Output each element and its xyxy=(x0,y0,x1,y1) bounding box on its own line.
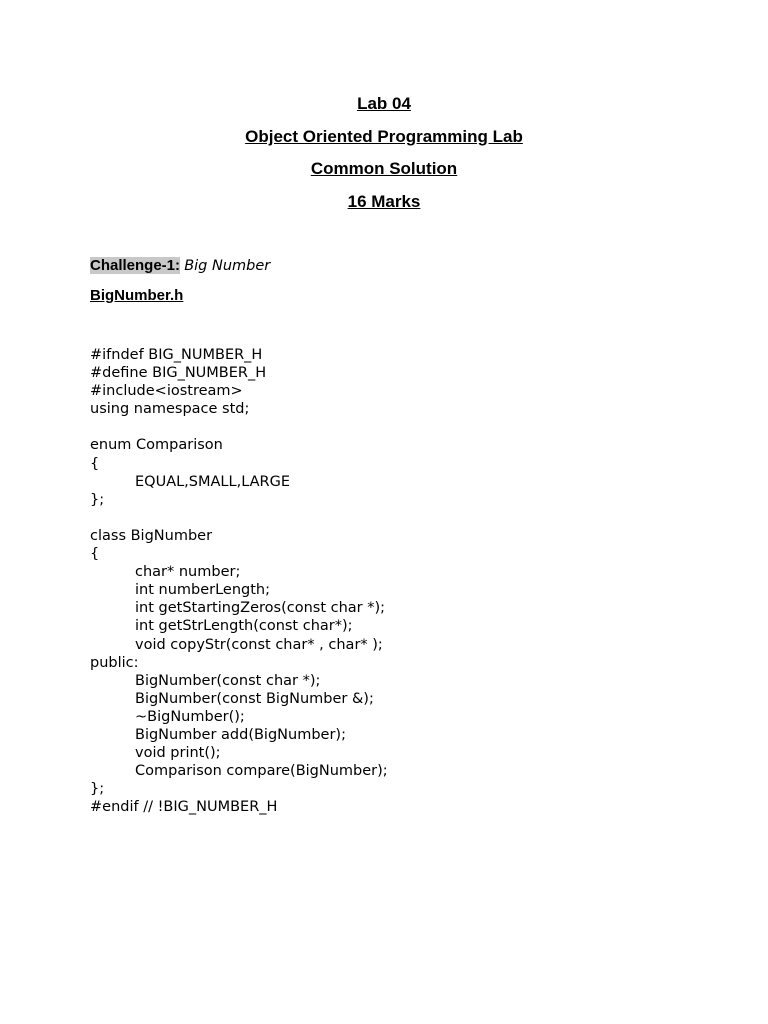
marks-heading: 16 Marks xyxy=(347,192,421,212)
code-line: BigNumber(const BigNumber &); xyxy=(135,690,374,707)
code-line: #endif // !BIG_NUMBER_H xyxy=(90,799,278,816)
code-line: int getStrLength(const char*); xyxy=(135,618,353,635)
challenge-label: Challenge-1: xyxy=(90,257,181,274)
code-line: #include<iostream> xyxy=(90,383,243,400)
code-listing xyxy=(90,346,388,816)
code-line: BigNumber add(BigNumber); xyxy=(135,726,346,743)
lab-number-heading: Lab 04 xyxy=(357,94,411,113)
file-name-heading: BigNumber.h xyxy=(90,287,184,304)
code-line xyxy=(90,418,388,436)
course-title-heading: Object Oriented Programming Lab xyxy=(245,126,523,146)
code-line: }; xyxy=(90,781,105,798)
challenge-name: Big Number xyxy=(184,258,271,274)
code-line: public: xyxy=(90,654,139,671)
code-line: Comparison compare(BigNumber); xyxy=(135,763,388,780)
code-line: ~BigNumber(); xyxy=(135,708,245,725)
code-line: void print(); xyxy=(135,745,221,762)
code-line: EQUAL,SMALL,LARGE xyxy=(135,473,290,490)
code-line: #ifndef BIG_NUMBER_H xyxy=(90,347,263,363)
code-line: BigNumber(const char *); xyxy=(135,672,321,689)
code-line: int numberLength; xyxy=(135,582,271,599)
code-line: void copyStr(const char* , char* ); xyxy=(135,636,383,653)
code-line: int getStartingZeros(const char *); xyxy=(135,600,386,617)
code-line xyxy=(90,509,388,527)
code-line: class BigNumber xyxy=(90,527,213,544)
solution-heading: Common Solution xyxy=(310,159,458,179)
document-header xyxy=(0,93,768,224)
code-line: using namespace std; xyxy=(90,401,250,418)
code-line: #define BIG_NUMBER_H xyxy=(90,365,267,382)
challenge-heading xyxy=(90,256,270,276)
code-line: }; xyxy=(90,491,105,508)
code-line: { xyxy=(90,455,100,472)
code-line: { xyxy=(90,546,100,563)
code-line: enum Comparison xyxy=(90,437,223,454)
code-line: char* number; xyxy=(135,564,241,581)
